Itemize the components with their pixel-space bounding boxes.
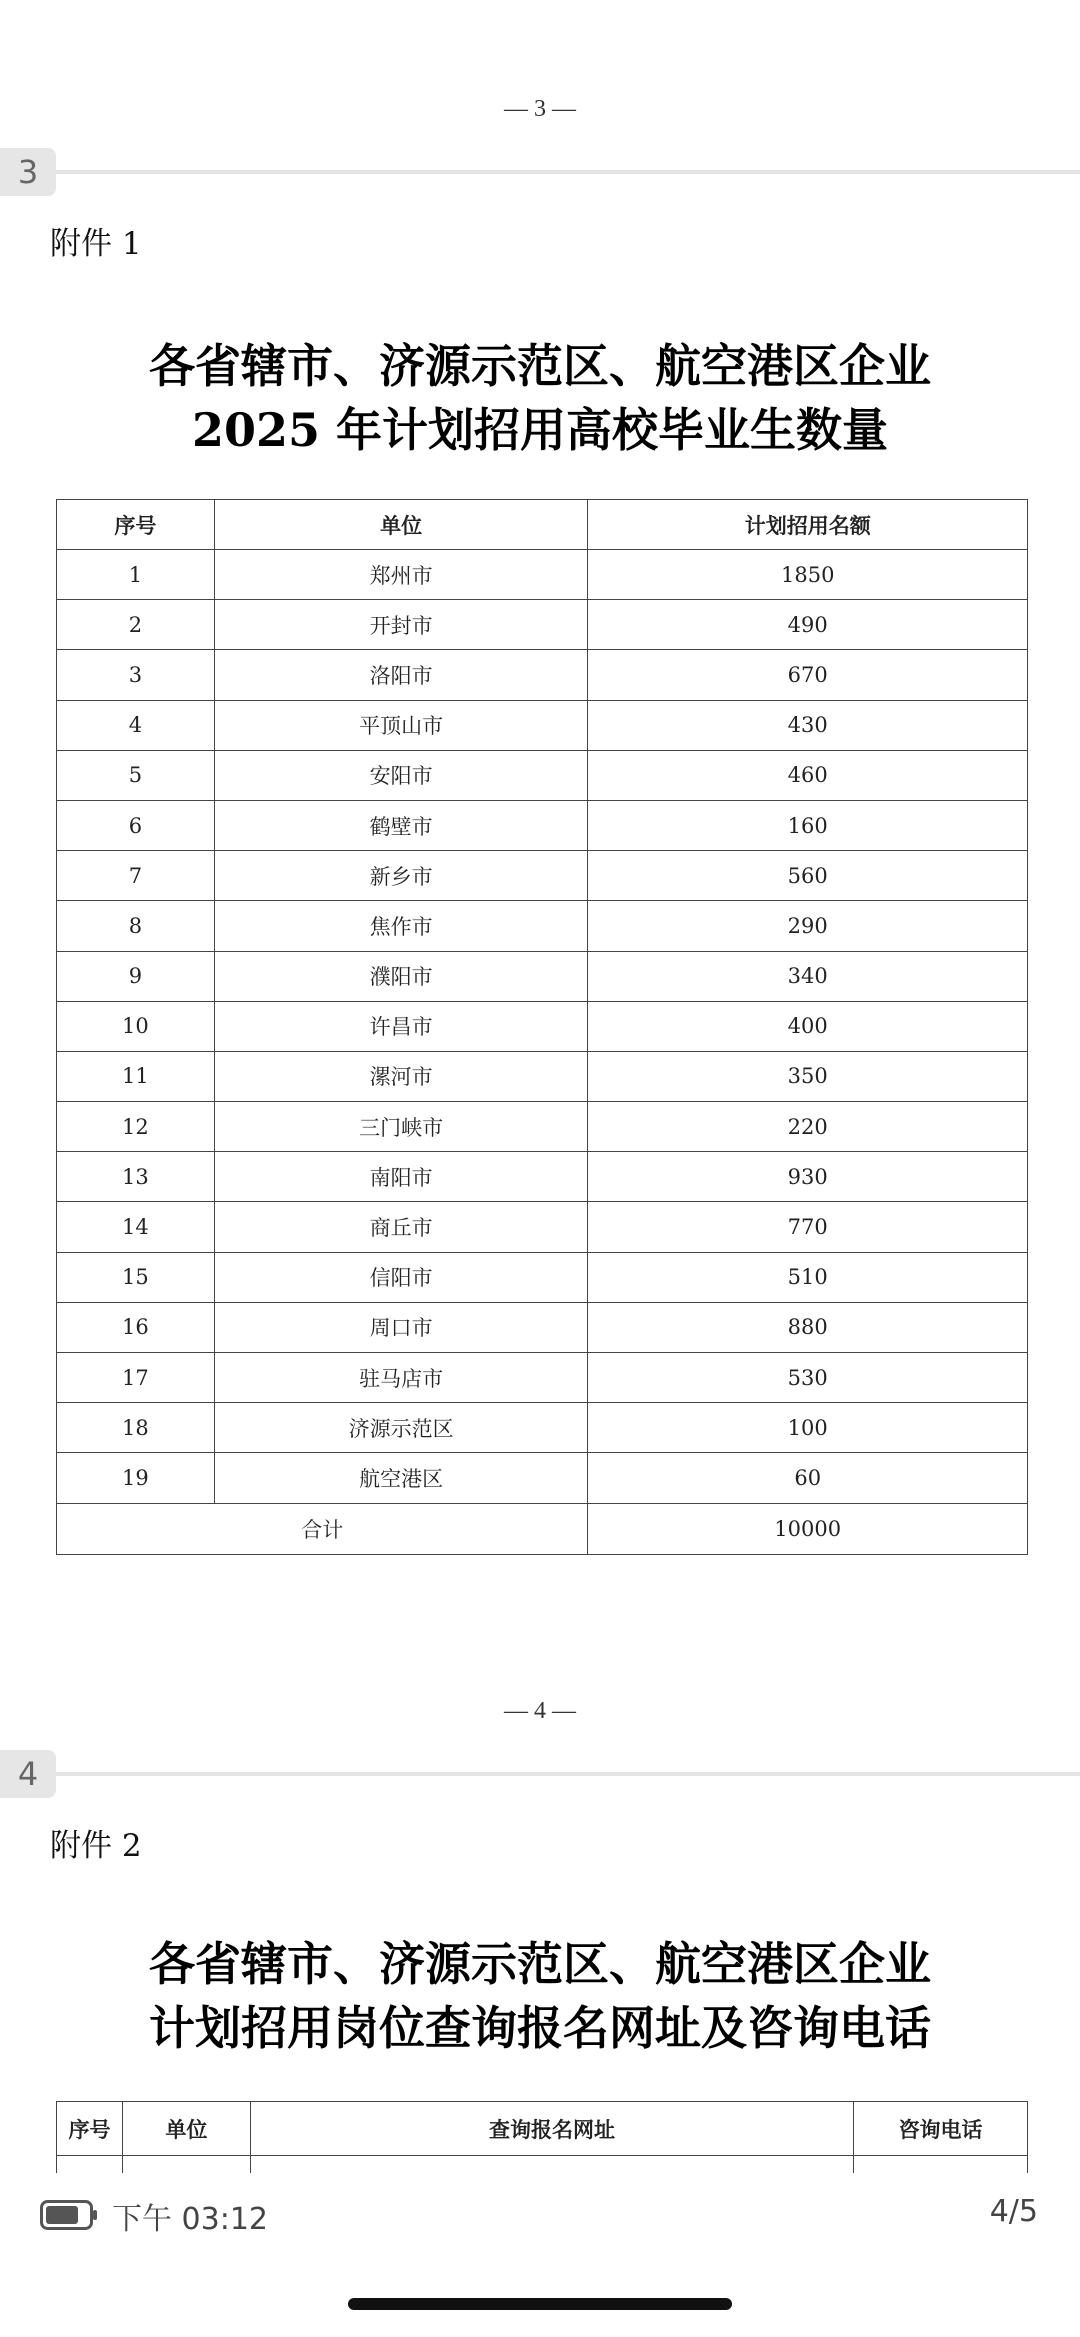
row-unit: 南阳市 [214, 1152, 588, 1202]
row-unit: 三门峡市 [214, 1102, 588, 1152]
row-index: 11 [57, 1051, 215, 1101]
header-unit: 单位 [122, 2102, 250, 2156]
row-unit: 漯河市 [214, 1051, 588, 1101]
row-unit: 濮阳市 [214, 951, 588, 1001]
row-quota: 930 [588, 1152, 1028, 1202]
row-index: 8 [57, 901, 215, 951]
attachment-label-1: 附件 1 [50, 226, 142, 262]
page-divider-4 [0, 1750, 1080, 1798]
row-quota: 460 [588, 750, 1028, 800]
row-unit: 平顶山市 [214, 700, 588, 750]
row-quota: 770 [588, 1202, 1028, 1252]
row-quota: 670 [588, 650, 1028, 700]
row-index: 12 [57, 1102, 215, 1152]
title-line-1: 各省辖市、济源示范区、航空港区企业 [149, 1937, 931, 1991]
row-index: 2 [57, 600, 215, 650]
table-row [57, 2156, 1028, 2174]
row-index: 4 [57, 700, 215, 750]
header-unit: 单位 [214, 500, 588, 550]
row-index: 17 [57, 1353, 215, 1403]
row-index: 9 [57, 951, 215, 1001]
row-quota: 510 [588, 1252, 1028, 1302]
table-row [57, 550, 1028, 600]
quota-table [56, 499, 1028, 1555]
row-quota: 490 [588, 600, 1028, 650]
table-row [57, 1001, 1028, 1051]
table-row [57, 901, 1028, 951]
row-index: 5 [57, 750, 215, 800]
table-row [57, 851, 1028, 901]
contact-table-clip [56, 2101, 1028, 2173]
table-header-row [57, 500, 1028, 550]
row-unit: 开封市 [214, 600, 588, 650]
page-rule [56, 1772, 1080, 1776]
table-row [57, 600, 1028, 650]
row-quota: 100 [588, 1403, 1028, 1453]
header-phone: 咨询电话 [854, 2102, 1028, 2156]
row-unit: 济源示范区 [214, 1403, 588, 1453]
row-index: 16 [57, 1302, 215, 1352]
table-row [57, 951, 1028, 1001]
row-unit: 洛阳市 [214, 650, 588, 700]
header-quota: 计划招用名额 [588, 500, 1028, 550]
total-value: 10000 [588, 1503, 1028, 1554]
row-quota: 220 [588, 1102, 1028, 1152]
row-quota: 530 [588, 1353, 1028, 1403]
header-index: 序号 [57, 2102, 123, 2156]
attachment-label-2: 附件 2 [50, 1828, 142, 1864]
table-cell [57, 2156, 123, 2174]
table-cell [854, 2156, 1028, 2174]
row-unit: 郑州市 [214, 550, 588, 600]
row-index: 19 [57, 1453, 215, 1503]
row-index: 15 [57, 1252, 215, 1302]
table-row [57, 1453, 1028, 1503]
document-title-2 [0, 1932, 1080, 2060]
table-row [57, 1252, 1028, 1302]
row-quota: 290 [588, 901, 1028, 951]
total-label: 合计 [57, 1503, 588, 1554]
title-line-2: 计划招用岗位查询报名网址及咨询电话 [149, 2001, 931, 2055]
page-badge-3[interactable]: 3 [0, 148, 56, 196]
home-indicator[interactable] [348, 2298, 732, 2310]
table-row [57, 1202, 1028, 1252]
table-row [57, 1302, 1028, 1352]
row-quota: 880 [588, 1302, 1028, 1352]
title-line-2: 2025 年计划招用高校毕业生数量 [191, 403, 889, 457]
row-unit: 商丘市 [214, 1202, 588, 1252]
row-unit: 安阳市 [214, 750, 588, 800]
row-unit: 许昌市 [214, 1001, 588, 1051]
page-indicator[interactable]: 4/5 [989, 2194, 1038, 2229]
row-quota: 160 [588, 800, 1028, 850]
row-quota: 1850 [588, 550, 1028, 600]
row-quota: 340 [588, 951, 1028, 1001]
row-index: 1 [57, 550, 215, 600]
page-rule [56, 170, 1080, 174]
page-marker-4: — 4 — [504, 1698, 576, 1724]
row-index: 10 [57, 1001, 215, 1051]
table-row [57, 1152, 1028, 1202]
row-unit: 驻马店市 [214, 1353, 588, 1403]
row-index: 18 [57, 1403, 215, 1453]
row-index: 7 [57, 851, 215, 901]
row-quota: 430 [588, 700, 1028, 750]
row-unit: 航空港区 [214, 1453, 588, 1503]
battery-icon [40, 2200, 98, 2230]
document-title-1 [0, 334, 1080, 462]
row-index: 13 [57, 1152, 215, 1202]
table-cell [250, 2156, 853, 2174]
table-total-row [57, 1503, 1028, 1554]
status-time: 下午 03:12 [112, 2202, 268, 2237]
row-quota: 60 [588, 1453, 1028, 1503]
header-index: 序号 [57, 500, 215, 550]
row-index: 14 [57, 1202, 215, 1252]
page-badge-4[interactable]: 4 [0, 1750, 56, 1798]
row-unit: 信阳市 [214, 1252, 588, 1302]
page-marker-3: — 3 — [504, 96, 576, 122]
reader-status-bar [0, 2180, 1080, 2250]
contact-table [56, 2101, 1028, 2173]
row-index: 6 [57, 800, 215, 850]
table-row [57, 1353, 1028, 1403]
row-quota: 350 [588, 1051, 1028, 1101]
table-row [57, 750, 1028, 800]
table-cell [122, 2156, 250, 2174]
row-unit: 焦作市 [214, 901, 588, 951]
row-unit: 新乡市 [214, 851, 588, 901]
table-row [57, 800, 1028, 850]
row-unit: 鹤壁市 [214, 800, 588, 850]
title-line-1: 各省辖市、济源示范区、航空港区企业 [149, 339, 931, 393]
table-row [57, 1403, 1028, 1453]
table-header-row [57, 2102, 1028, 2156]
row-index: 3 [57, 650, 215, 700]
table-row [57, 650, 1028, 700]
table-row [57, 1102, 1028, 1152]
table-row [57, 1051, 1028, 1101]
header-url: 查询报名网址 [250, 2102, 853, 2156]
row-unit: 周口市 [214, 1302, 588, 1352]
row-quota: 400 [588, 1001, 1028, 1051]
table-row [57, 700, 1028, 750]
page-divider-3 [0, 148, 1080, 196]
row-quota: 560 [588, 851, 1028, 901]
